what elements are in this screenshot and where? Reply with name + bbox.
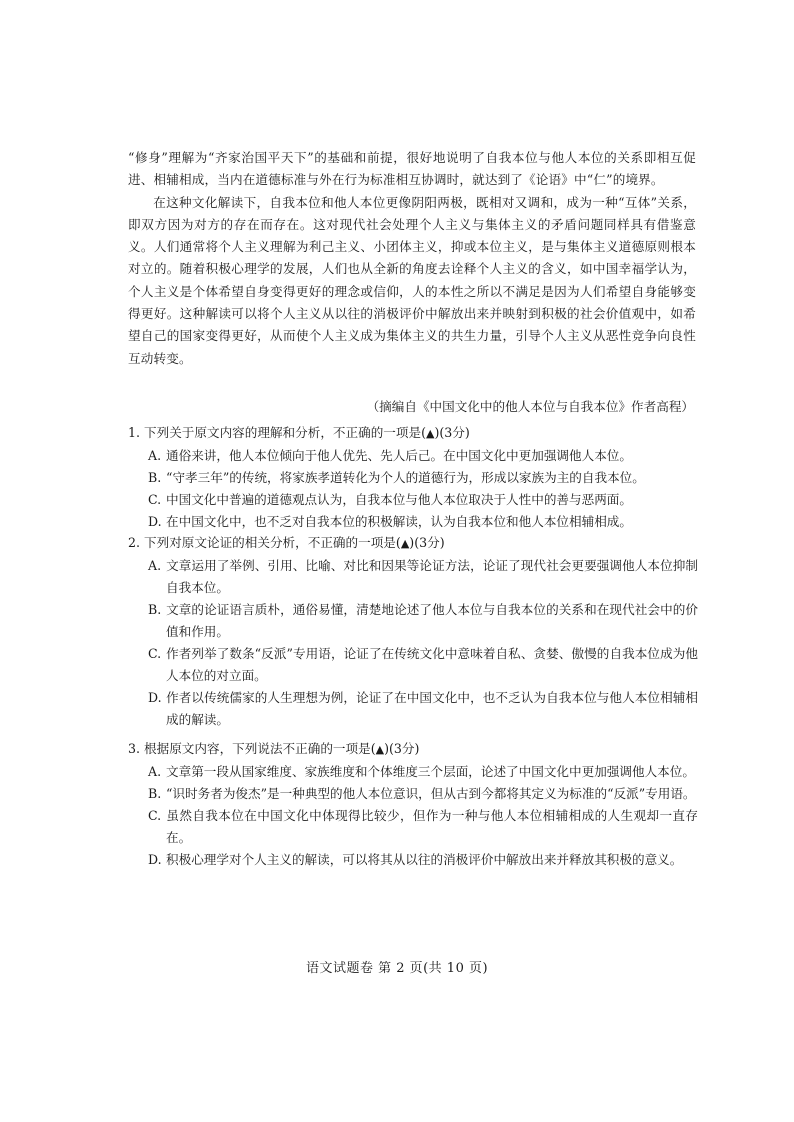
option-b	[148, 467, 698, 489]
option-c	[148, 805, 698, 849]
option-text: 虽然自我本位在中国文化中体现得比较少，但作为一种与他人本位相辅相成的人生观却一直存在。	[166, 808, 698, 845]
question-stem-text: 1. 下列关于原文内容的理解和分析，不正确的一项是(	[128, 425, 426, 440]
question-stem	[128, 532, 698, 555]
option-a	[148, 445, 698, 467]
option-text: 中国文化中普遍的道德观点认为，自我本位与他人本位取决于人性中的善与恶两面。	[166, 492, 632, 507]
option-letter: C.	[148, 646, 162, 661]
option-letter: C.	[148, 808, 162, 823]
option-letter: B.	[148, 602, 162, 617]
question-stem	[128, 422, 698, 445]
option-b	[148, 599, 698, 643]
option-letter: A.	[148, 558, 162, 573]
passage-paragraph-1: “修身”理解为“齐家治国平天下”的基础和前提，很好地说明了自我本位与他人本位的关系即相互促进、相辅相成，当内在道德标准与外在行为标准相互协调时，就达到了《论语》中“仁”的境界。	[128, 150, 696, 188]
option-letter: B.	[148, 470, 162, 485]
option-c	[148, 643, 698, 687]
option-d	[148, 511, 698, 533]
passage-source: （摘编自《中国文化中的他人本位与自我本位》作者高程）	[366, 399, 694, 414]
option-text: 通俗来讲，他人本位倾向于他人优先、先人后己。在中国文化中更加强调他人本位。	[166, 448, 632, 463]
question-1	[128, 422, 698, 533]
option-a	[148, 761, 698, 783]
option-a	[148, 555, 698, 599]
reading-passage	[128, 147, 696, 370]
option-letter: D.	[148, 514, 162, 529]
option-letter: C.	[148, 492, 162, 507]
question-score: )(3分)	[384, 741, 420, 756]
option-letter: B.	[148, 786, 162, 801]
option-letter: A.	[148, 764, 162, 779]
option-text: “守孝三年”的传统，将家族孝道转化为个人的道德行为，形成以家族为主的自我本位。	[166, 470, 645, 485]
option-d	[148, 687, 698, 731]
option-text: 文章运用了举例、引用、比喻、对比和因果等论证方法，论证了现代社会更要强调他人本位抑制自我本位。	[166, 558, 698, 595]
question-stem-text: 2. 下列对原文论证的相关分析，不正确的一项是(	[128, 535, 401, 550]
question-stem-text: 3. 根据原文内容，下列说法不正确的一项是(	[128, 741, 376, 756]
question-stem	[128, 738, 698, 761]
option-text: 文章的论证语言质朴，通俗易懂，清楚地论述了他人本位与自我本位的关系和在现代社会中的价值和作用。	[166, 602, 698, 639]
option-letter: D.	[148, 852, 162, 867]
option-text: 积极心理学对个人主义的解读，可以将其从以往的消极评价中解放出来并释放其积极的意义。	[166, 852, 683, 867]
option-c	[148, 489, 698, 511]
option-letter: D.	[148, 690, 162, 705]
option-text: 作者列举了数条“反派”专用语，论证了在传统文化中意味着自私、贪婪、傲慢的自我本位成为他人本位的对立面。	[166, 646, 698, 683]
option-letter: A.	[148, 448, 162, 463]
answer-marker-icon: ▲	[400, 537, 410, 550]
question-3	[128, 738, 698, 871]
question-score: )(3分)	[409, 535, 445, 550]
answer-marker-icon: ▲	[375, 743, 385, 756]
passage-paragraph-2: 在这种文化解读下，自我本位和他人本位更像阴阳两极，既相对又调和，成为一种“互体”关系，即双方因为对方的存在而存在。这对现代社会处理个人主义与集体主义的矛盾问题同样具有借鉴意义。人们通常将个人主义理解为利己主义、小团体主义，抑或本位主义，是与集体主义道德原则根本对立的。随着积极心理学的发展，人们也从全新的角度去诠释个人主义的含义，如中国幸福学认为，个人主义是个体希望自身变得更好的理念或信仰，人的本性之所以不满足是因为人们希望自身能够变得更好。这种解读可以将个人主义从以往的消极评价中解放出来并映射到积极的社会价值观中，如希望自己的国家变得更好，从而使个人主义成为集体主义的共生力量，引导个人主义从恶性竞争向良性互动转变。	[128, 194, 696, 366]
option-d	[148, 849, 698, 871]
answer-marker-icon: ▲	[426, 427, 435, 440]
option-text: 作者以传统儒家的人生理想为例，论证了在中国文化中，也不乏认为自我本位与他人本位相辅相成的解读。	[166, 690, 698, 727]
option-b	[148, 783, 698, 805]
question-2	[128, 532, 698, 731]
page-footer: 语文试题卷 第 2 页(共 10 页)	[305, 961, 489, 976]
option-text: 文章第一段从国家维度、家族维度和个体维度三个层面，论述了中国文化中更加强调他人本位。	[166, 764, 695, 779]
option-text: “识时务者为俊杰”是一种典型的他人本位意识，但从古到今都将其定义为标准的“反派”专用语。	[166, 786, 696, 801]
question-score: )(3分)	[434, 425, 470, 440]
option-text: 在中国文化中，也不乏对自我本位的积极解读，认为自我本位和他人本位相辅相成。	[166, 514, 632, 529]
